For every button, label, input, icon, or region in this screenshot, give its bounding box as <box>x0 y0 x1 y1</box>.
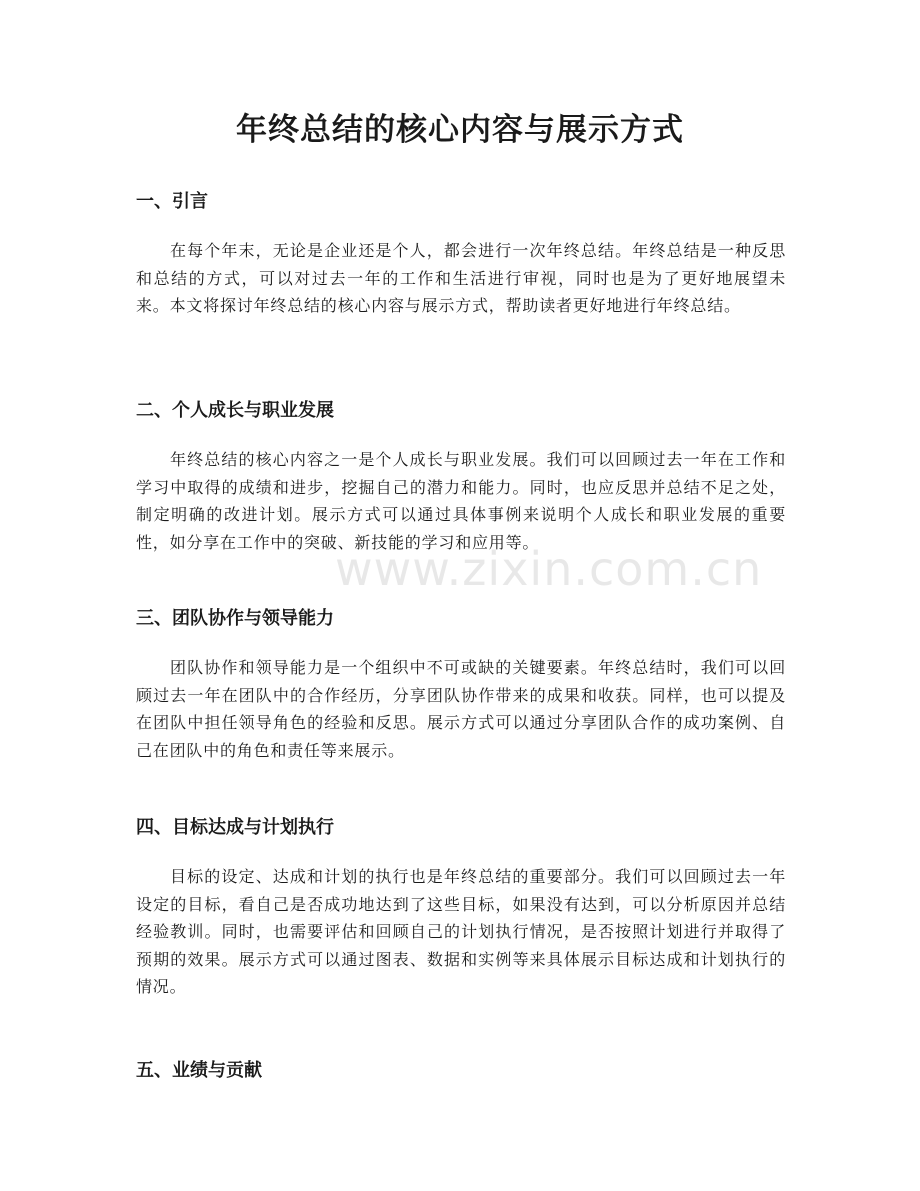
section-paragraph: 目标的设定、达成和计划的执行也是年终总结的重要部分。我们可以回顾过去一年设定的目标，看自己是否成功地达到了这些目标，如果没有达到，可以分析原因并总结经验教训。同时，也需要评估和回顾自己的计划执行情况，是否按照计划进行并取得了预期的效果。展示方式可以通过图表、数据和实例等来具体展示目标达成和计划执行的情况。 <box>136 867 786 996</box>
section-heading: 五、业绩与贡献 <box>136 1060 262 1081</box>
section-heading: 四、目标达成与计划执行 <box>136 817 334 838</box>
section-performance <box>136 1058 786 1084</box>
section-paragraph: 年终总结的核心内容之一是个人成长与职业发展。我们可以回顾过去一年在工作和学习中取得的成绩和进步，挖掘自己的潜力和能力。同时，也应反思并总结不足之处，制定明确的改进计划。展示方式可以通过具体事例来说明个人成长和职业发展的重要性，如分享在工作中的突破、新技能的学习和应用等。 <box>136 450 786 552</box>
section-paragraph: 团队协作和领导能力是一个组织中不可或缺的关键要素。年终总结时，我们可以回顾过去一年在团队中的合作经历，分享团队协作带来的成果和收获。同样，也可以提及在团队中担任领导角色的经验和反思。展示方式可以通过分享团队合作的成功案例、自己在团队中的角色和责任等来展示。 <box>136 658 786 760</box>
section-paragraph: 在每个年末，无论是企业还是个人，都会进行一次年终总结。年终总结是一种反思和总结的方式，可以对过去一年的工作和生活进行审视，同时也是为了更好地展望未来。本文将探讨年终总结的核心内容与展示方式，帮助读者更好地进行年终总结。 <box>136 241 786 315</box>
section-heading: 二、个人成长与职业发展 <box>136 400 334 421</box>
section-heading: 一、引言 <box>136 191 208 212</box>
section-goals <box>136 815 786 1001</box>
page-title: 年终总结的核心内容与展示方式 <box>236 112 684 148</box>
section-personal-growth <box>136 398 786 556</box>
section-introduction <box>136 189 786 320</box>
watermark: www.zixin.com.cn <box>335 542 763 596</box>
section-heading: 三、团队协作与领导能力 <box>136 608 334 629</box>
section-teamwork <box>136 606 786 764</box>
